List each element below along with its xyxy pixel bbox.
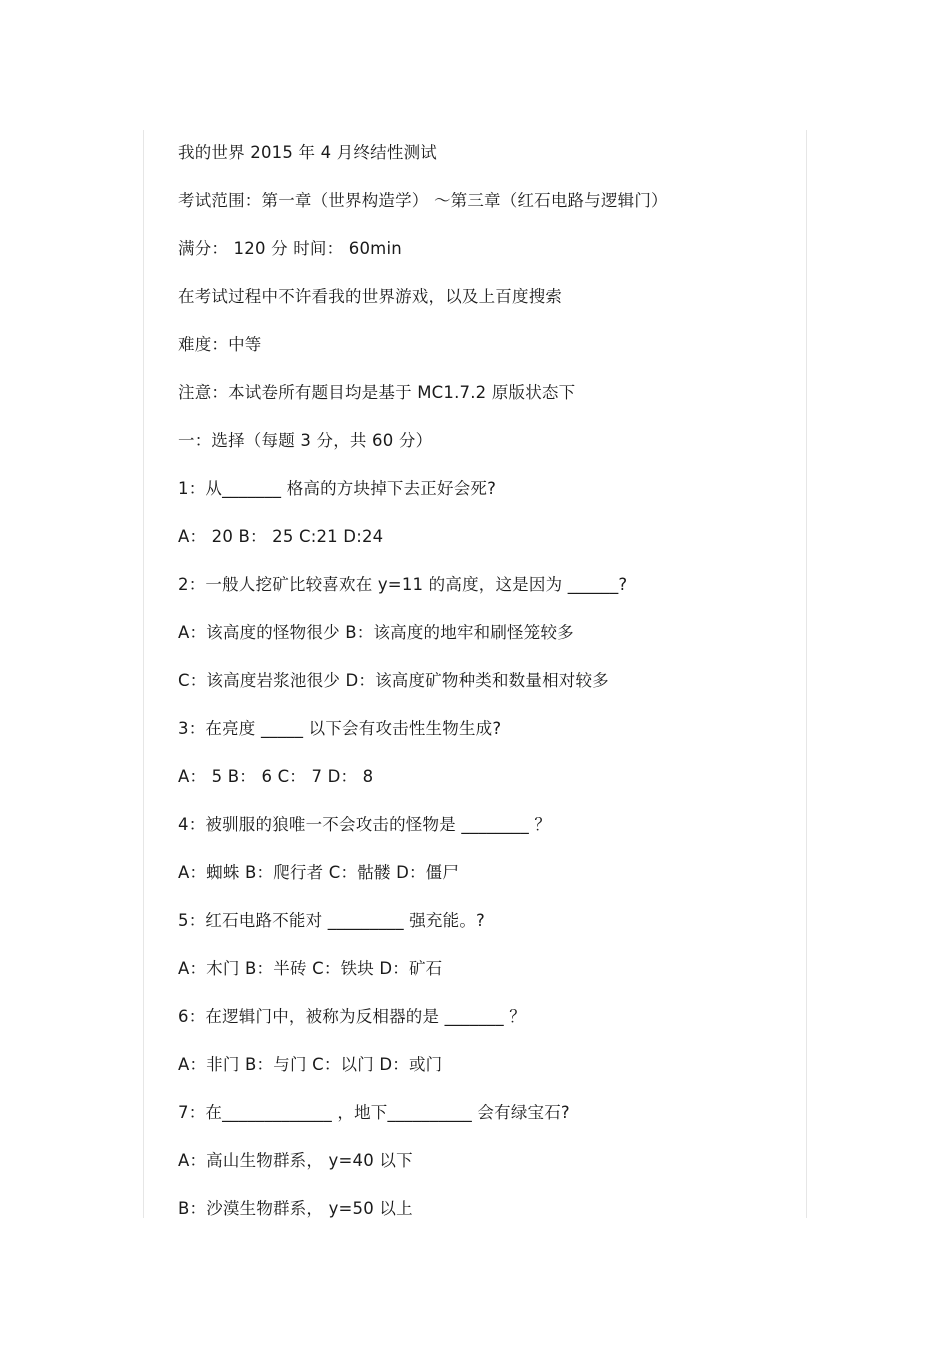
exam-difficulty: 难度：中等 (178, 335, 262, 354)
question-7-option-a: A：高山生物群系， y=40 以下 (178, 1151, 413, 1170)
question-2: 2：一般人挖矿比较喜欢在 y=11 的高度，这是因为 ______? (178, 575, 628, 594)
question-7-option-b: B：沙漠生物群系， y=50 以上 (178, 1199, 413, 1218)
section-heading: 一：选择（每题 3 分，共 60 分） (178, 431, 433, 450)
question-2-options-cd: C：该高度岩浆池很少 D：该高度矿物种类和数量相对较多 (178, 671, 609, 690)
question-6-options: A：非门 B：与门 C：以门 D：或门 (178, 1055, 443, 1074)
question-4: 4：被驯服的狼唯一不会攻击的怪物是 ________ ？ (178, 815, 552, 834)
exam-score-time: 满分： 120 分 时间： 60min (178, 239, 402, 258)
question-7: 7：在_____________ ，地下__________ 会有绿宝石? (178, 1103, 570, 1122)
question-3-options: A： 5 B： 6 C： 7 D： 8 (178, 767, 374, 786)
question-3: 3：在亮度 _____ 以下会有攻击性生物生成? (178, 719, 502, 738)
question-2-options-ab: A：该高度的怪物很少 B：该高度的地牢和刷怪笼较多 (178, 623, 574, 642)
exam-note: 注意：本试卷所有题目均是基于 MC1.7.2 原版状态下 (178, 383, 576, 402)
question-5-options: A：木门 B：半砖 C：铁块 D：矿石 (178, 959, 443, 978)
question-5: 5：红石电路不能对 _________ 强充能。? (178, 911, 485, 930)
question-6: 6：在逻辑门中，被称为反相器的是 _______ ？ (178, 1007, 526, 1026)
question-1-options: A： 20 B： 25 C:21 D:24 (178, 527, 384, 546)
question-4-options: A：蜘蛛 B：爬行者 C：骷髅 D：僵尸 (178, 863, 460, 882)
exam-text (178, 141, 778, 1245)
exam-rule: 在考试过程中不许看我的世界游戏，以及上百度搜索 (178, 287, 563, 306)
exam-scope: 考试范围：第一章（世界构造学） ～第三章（红石电路与逻辑门） (178, 191, 668, 210)
exam-title: 我的世界 2015 年 4 月终结性测试 (178, 143, 437, 162)
question-1: 1：从_______ 格高的方块掉下去正好会死? (178, 479, 497, 498)
